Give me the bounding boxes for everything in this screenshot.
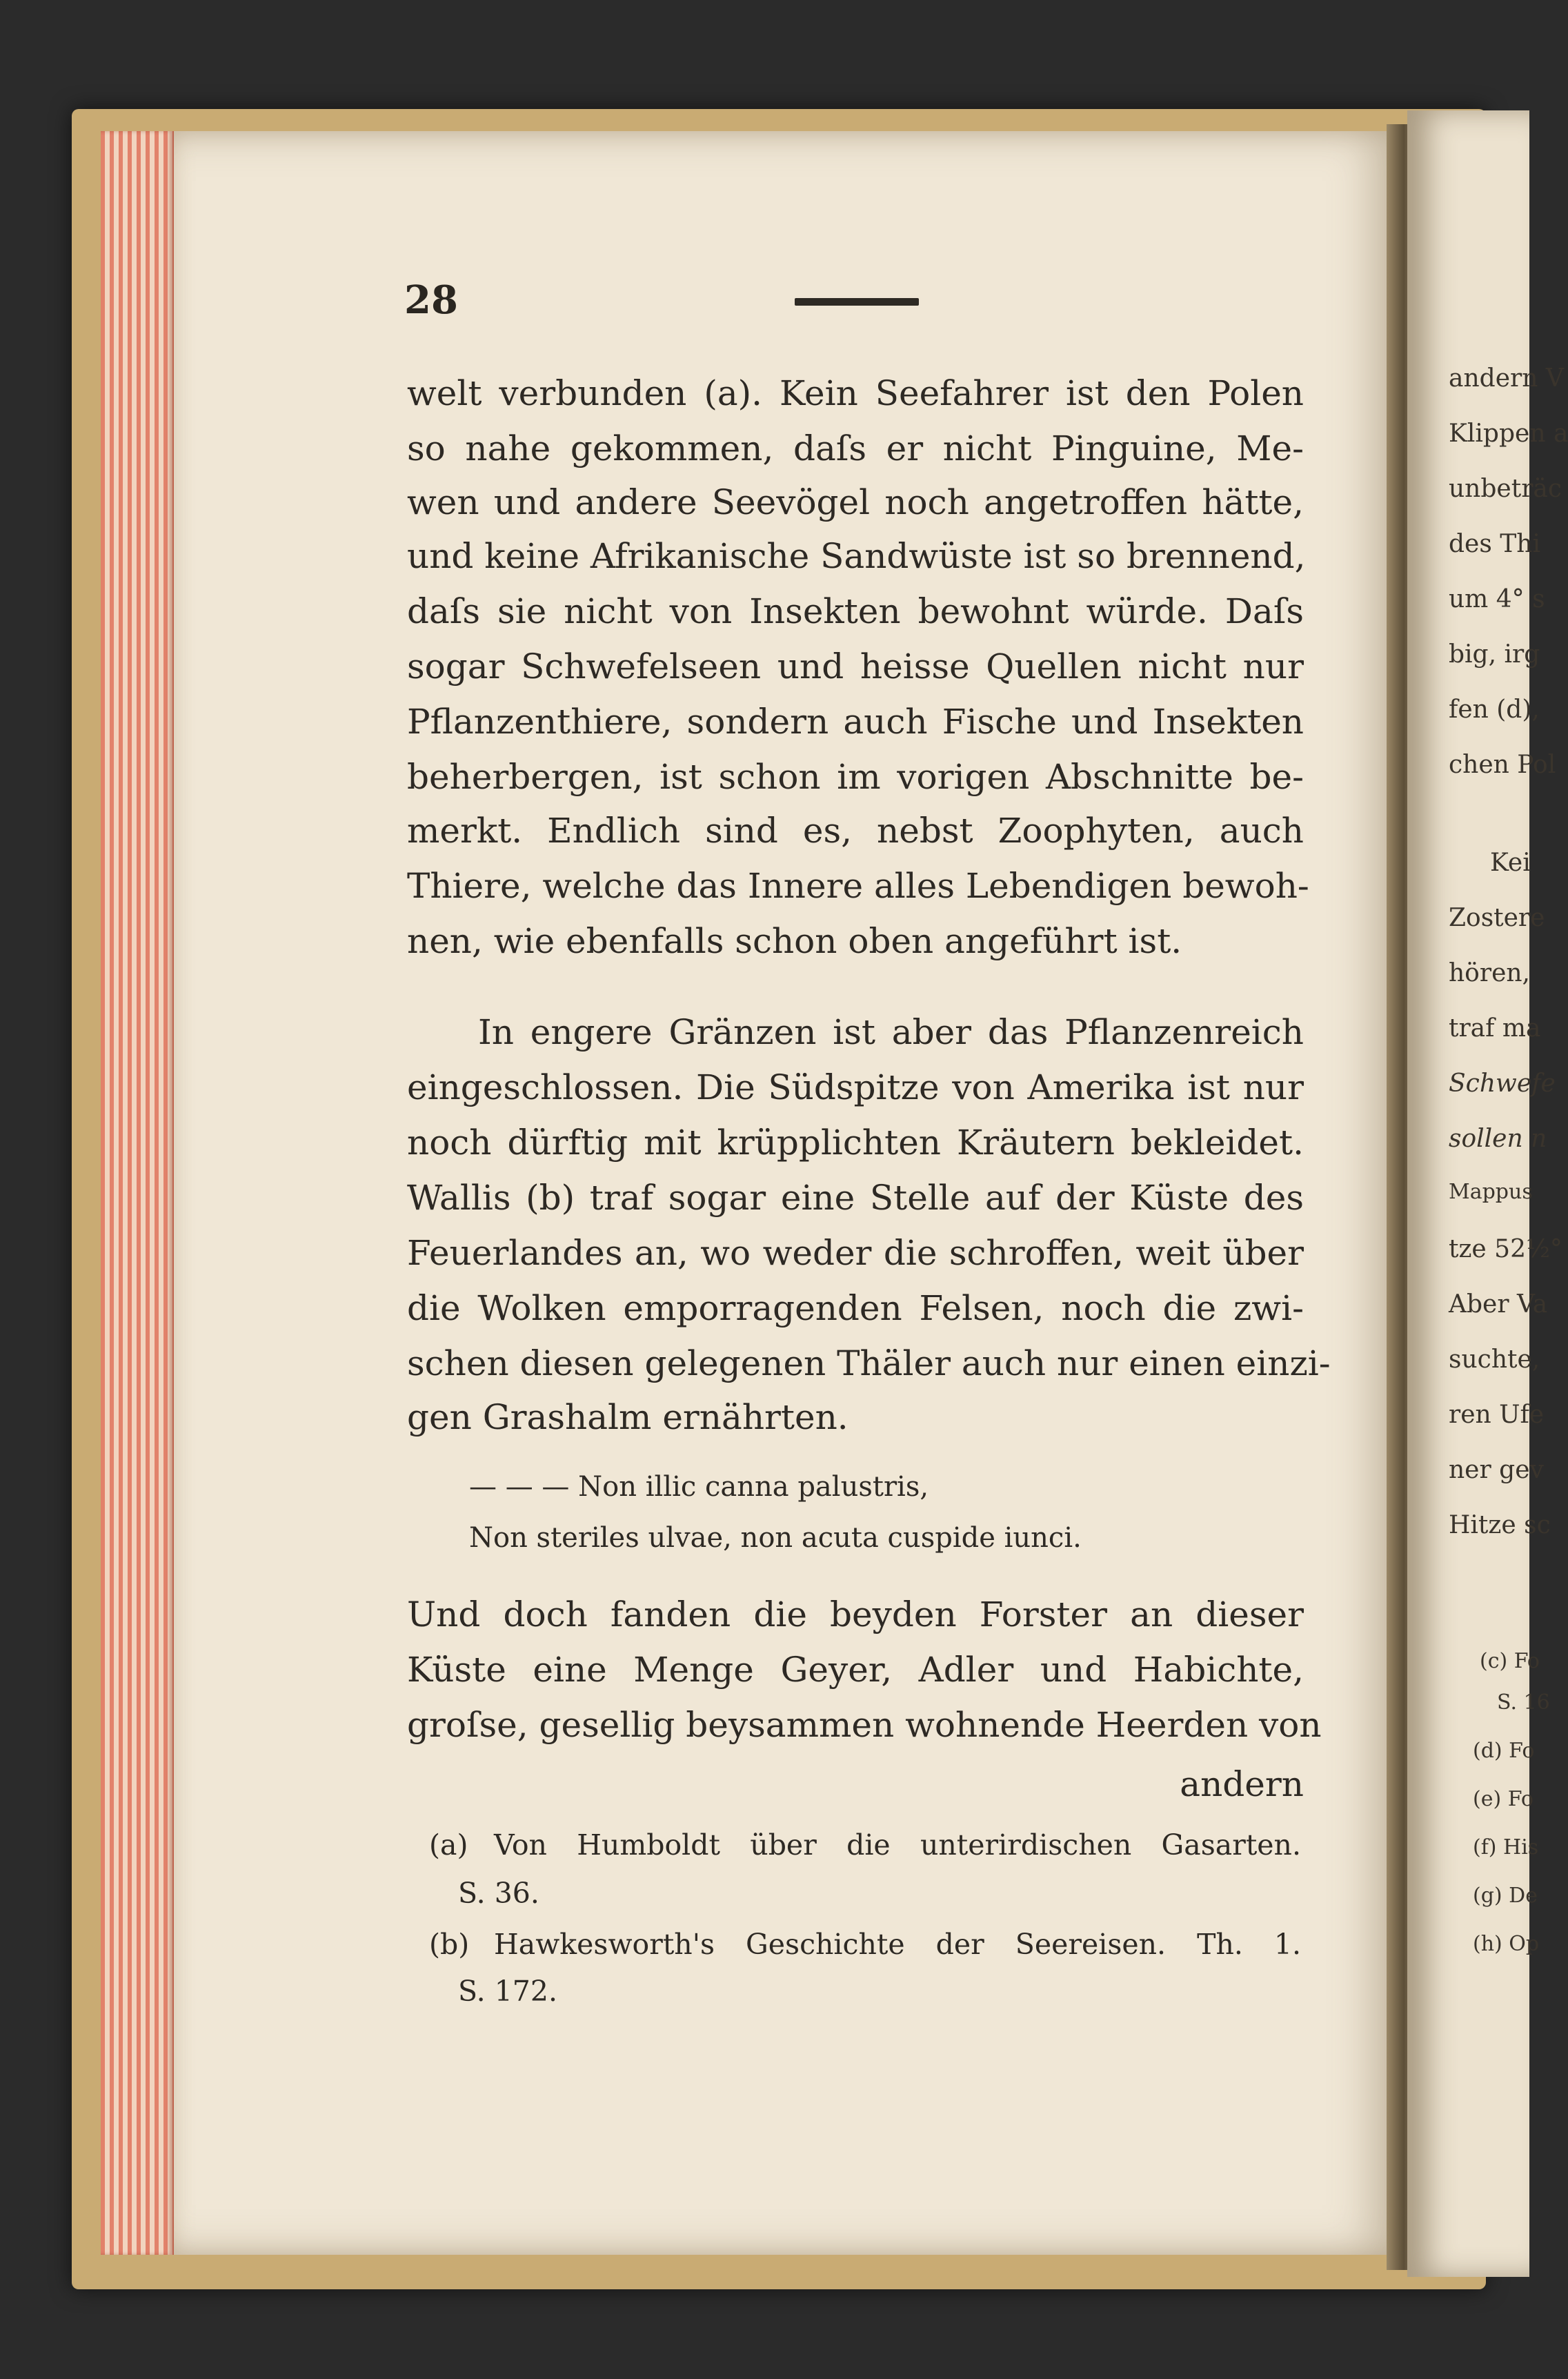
text-line: Pflanzenthiere, sondern auch Fische und Insekten: [407, 702, 1304, 742]
facing-line: Aber Va: [1449, 1290, 1548, 1319]
text-line: Küste eine Menge Geyer, Adler und Habichte,: [407, 1650, 1304, 1690]
facing-line: Zostere: [1449, 904, 1545, 932]
text-line: so nahe gekommen, daſs er nicht Pinguine, Me-: [407, 428, 1304, 468]
footnote-mark: (a): [429, 1828, 468, 1862]
verse-line: Non steriles ulvae, non acuta cuspide iunci.: [469, 1522, 1082, 1554]
facing-line: unbeträc: [1449, 475, 1562, 503]
text-line: Und doch fanden die beyden Forster an dieser: [407, 1595, 1304, 1635]
page-number: 28: [404, 277, 458, 323]
text-line: Wallis (b) traf sogar eine Stelle auf der Küste des: [407, 1178, 1304, 1218]
facing-line: (e) Fo: [1473, 1787, 1534, 1811]
facing-line: big, irg: [1449, 640, 1540, 669]
facing-line: des Thi: [1449, 530, 1540, 558]
facing-line: Hitze sc: [1449, 1511, 1551, 1539]
footnote-text: Von Humboldt über die unterirdischen Gasarten.: [494, 1828, 1301, 1862]
footnote-continuation: S. 172.: [458, 1975, 557, 2008]
text-line: und keine Afrikanische Sandwüste ist so brennend,: [407, 536, 1306, 576]
verse-line: — — — Non illic canna palustris,: [469, 1471, 929, 1503]
text-line: sogar Schwefelseen und heisse Quellen nicht nur: [407, 646, 1304, 687]
facing-line: sollen n: [1449, 1125, 1547, 1153]
text-line: die Wolken emporragenden Felsen, noch die zwi-: [407, 1288, 1304, 1328]
facing-line: ner gev: [1449, 1456, 1544, 1484]
facing-line: (g) De: [1473, 1884, 1538, 1908]
text-line: In engere Gränzen ist aber das Pflanzenreich: [478, 1012, 1304, 1052]
facing-line: (h) Op: [1473, 1932, 1540, 1956]
text-line: daſs sie nicht von Insekten bewohnt würde. Daſs: [407, 591, 1304, 631]
page-edges: [101, 131, 174, 2255]
facing-line: (f) His: [1473, 1835, 1539, 1859]
facing-line: Kei: [1490, 849, 1531, 877]
facing-line: ren Ufe: [1449, 1401, 1545, 1429]
facing-line: traf ma: [1449, 1014, 1541, 1043]
text-line: Feuerlandes an, wo weder die schroffen, weit über: [407, 1233, 1304, 1273]
facing-line: fen (d),: [1449, 695, 1540, 724]
header-rule: [795, 298, 919, 306]
facing-line: Mappus: [1449, 1180, 1533, 1204]
facing-line: S. 16: [1497, 1690, 1550, 1715]
facing-line: Klippen a: [1449, 419, 1568, 448]
text-line: eingeschlossen. Die Südspitze von Amerika ist nur: [407, 1067, 1304, 1107]
catchword: andern: [1180, 1764, 1304, 1804]
text-line: schen diesen gelegenen Thäler auch nur einen einzi-: [407, 1343, 1331, 1383]
facing-line: suchte,: [1449, 1345, 1540, 1374]
facing-line: Schwefe: [1449, 1069, 1556, 1098]
facing-line: um 4° s: [1449, 585, 1545, 613]
text-line: gen Grashalm ernährten.: [407, 1397, 848, 1437]
text-line: wen und andere Seevögel noch angetroffen hätte,: [407, 482, 1304, 522]
facing-page: [1407, 110, 1568, 2277]
facing-line: hören,: [1449, 959, 1531, 987]
text-line: noch dürftig mit krüpplichten Kräutern bekleidet.: [407, 1123, 1304, 1163]
text-line: beherbergen, ist schon im vorigen Abschnitte be-: [407, 757, 1304, 797]
facing-line: tze 52½°: [1449, 1235, 1562, 1263]
footnote-continuation: S. 36.: [458, 1877, 539, 1910]
facing-line: andern V: [1449, 364, 1564, 393]
text-line: groſse, gesellig beysammen wohnende Heerden von: [407, 1705, 1322, 1745]
text-line: nen, wie ebenfalls schon oben angeführt ist.: [407, 921, 1182, 961]
text-line: welt verbunden (a). Kein Seefahrer ist den Polen: [407, 373, 1304, 413]
text-line: merkt. Endlich sind es, nebst Zoophyten, auch: [407, 811, 1304, 851]
footnote-text: Hawkesworth's Geschichte der Seereisen. Th. 1.: [494, 1928, 1301, 1961]
footnote-mark: (b): [429, 1928, 470, 1961]
facing-line: (d) Fo: [1473, 1739, 1535, 1763]
facing-line: (c) Fo: [1480, 1649, 1540, 1673]
text-line: Thiere, welche das Innere alles Lebendigen bewoh-: [407, 866, 1309, 906]
facing-line: chen Pol: [1449, 751, 1556, 779]
